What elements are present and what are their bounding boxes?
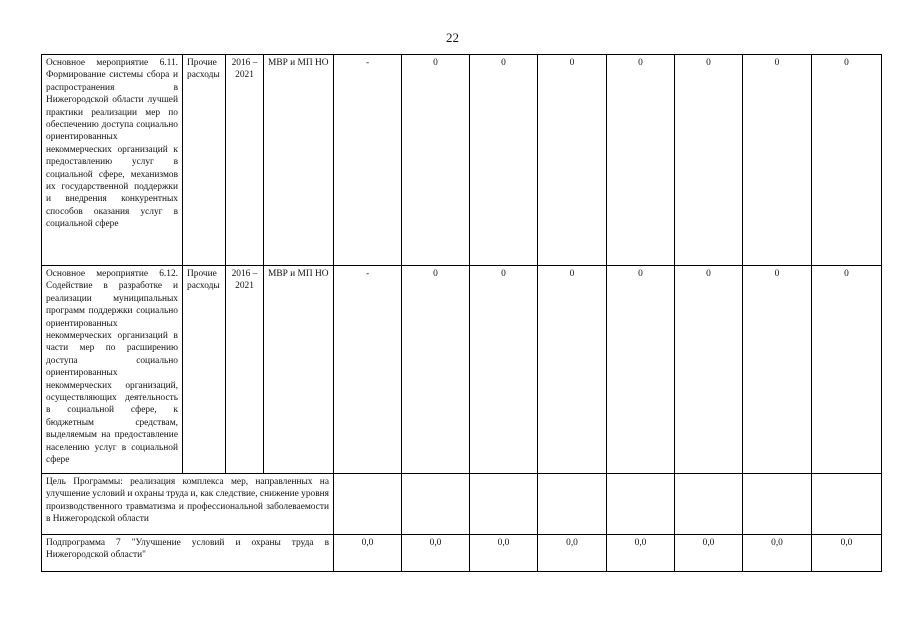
empty-cell	[607, 474, 675, 535]
value-cell: 0	[743, 55, 812, 266]
empty-cell	[470, 474, 538, 535]
empty-cell	[675, 474, 743, 535]
value-cell: -	[334, 266, 402, 474]
table-row-activity-6-11	[42, 55, 882, 266]
empty-cell	[538, 474, 607, 535]
value-cell: 0	[607, 266, 675, 474]
value-cell: 0	[538, 55, 607, 266]
value-cell: 0,0	[334, 535, 402, 572]
value-cell: 0	[675, 266, 743, 474]
value-cell: 0	[538, 266, 607, 474]
value-cell: 0,0	[607, 535, 675, 572]
value-cell: 0,0	[743, 535, 812, 572]
table-row-subprogram-7	[42, 535, 882, 572]
empty-cell	[402, 474, 470, 535]
value-cell: 0	[402, 266, 470, 474]
value-cell: 0,0	[812, 535, 882, 572]
empty-cell	[743, 474, 812, 535]
program-goal-text: Цель Программы: реализация комплекса мер, направленных на улучшение условий и охраны труда и, как следствие, снижение уровня производственного травматизма и профессиональной заболеваемости в Нижегородской области	[42, 474, 334, 535]
value-cell: 0	[743, 266, 812, 474]
page-number: 22	[446, 30, 459, 45]
value-cell: 0,0	[402, 535, 470, 572]
program-table	[41, 54, 882, 572]
empty-cell	[334, 474, 402, 535]
value-cell: 0,0	[470, 535, 538, 572]
period-cell: 2016 – 2021	[226, 55, 264, 266]
cost-type-cell: Прочие расходы	[183, 266, 226, 474]
activity-description: Основное мероприятие 6.11. Формирование системы сбора и распространения в Нижегородской области лучшей практики реализации мер по обеспечению доступа социально ориентированных некоммерческих организаций к предоставлению услуг в социальной сфере, механизмов их государственной поддержки и внедрения конкурентных способов оказания услуг в социальной сфере	[42, 55, 183, 266]
executor-cell: МВР и МП НО	[264, 55, 334, 266]
value-cell: 0,0	[538, 535, 607, 572]
empty-cell	[812, 474, 882, 535]
cost-type-cell: Прочие расходы	[183, 55, 226, 266]
subprogram-title: Подпрограмма 7 "Улучшение условий и охраны труда в Нижегородской области"	[42, 535, 334, 572]
value-cell: 0	[402, 55, 470, 266]
value-cell: -	[334, 55, 402, 266]
value-cell: 0	[675, 55, 743, 266]
table-row-program-goal	[42, 474, 882, 535]
executor-cell: МВР и МП НО	[264, 266, 334, 474]
value-cell: 0	[607, 55, 675, 266]
value-cell: 0	[812, 55, 882, 266]
table-row-activity-6-12	[42, 266, 882, 474]
value-cell: 0	[812, 266, 882, 474]
activity-description: Основное мероприятие 6.12. Содействие в разработке и реализации муниципальных программ поддержки социально ориентированных некоммерческих организаций в части мер по расширению доступа социально ориентированных некоммерческих организаций, осуществляющих деятельность в социальной сфере, к бюджетным средствам, выделяемым на предоставление населению услуг в социальной сфере	[42, 266, 183, 474]
value-cell: 0	[470, 55, 538, 266]
value-cell: 0,0	[675, 535, 743, 572]
value-cell: 0	[470, 266, 538, 474]
period-cell: 2016 – 2021	[226, 266, 264, 474]
